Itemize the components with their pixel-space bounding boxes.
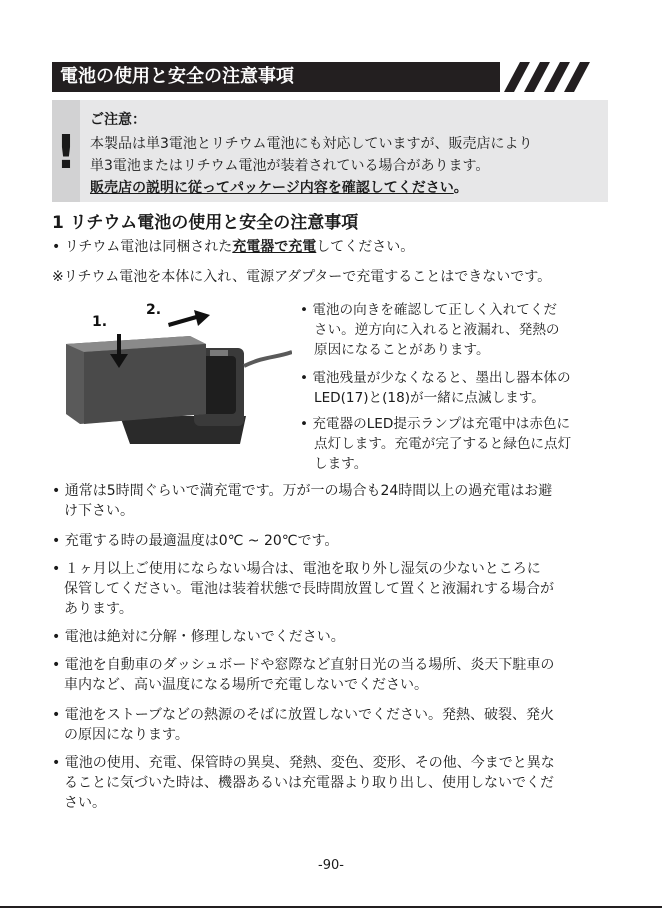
notice-line-2: 単3電池またはリチウム電池が装着されている場合があります。 [90, 158, 490, 174]
notice-underlined-text: 販売店の説明に従ってパッケージ内容を確認してください [90, 180, 454, 196]
charger-illustration [60, 296, 292, 464]
notice-line-3-end: 。 [453, 180, 468, 196]
bullet-4-line-1: • 電池は絶対に分解・修理しないでください。 [52, 629, 345, 645]
bullet-7-line-2: ることに気づいた時は、機器あるいは充電器より取り出し、使用しないでくだ [64, 775, 554, 791]
right-bullet-3-line-1: • 充電器のLED提示ランプは充電中は赤色に [300, 416, 571, 432]
intro-suffix: してください。 [316, 239, 415, 255]
notice-line-3 [90, 177, 468, 197]
bottom-rule [0, 906, 662, 908]
exclamation-icon: ! [55, 125, 77, 179]
section-heading: 1 リチウム電池の使用と安全の注意事項 [52, 213, 359, 233]
right-bullet-1-line-1: • 電池の向きを確認して正しく入れてくだ [300, 302, 558, 318]
bullet-3-line-3: あります。 [64, 601, 133, 617]
bullet-3-line-1: • １ヶ月以上ご使用にならない場合は、電池を取り外し湿気の少ないところに [52, 561, 541, 577]
header-stripes-decoration [490, 62, 590, 92]
bullet-6-line-1: • 電池をストーブなどの熱源のそばに放置しないでください。発熱、破裂、発火 [52, 707, 555, 723]
step-1-label: 1. [92, 314, 108, 330]
note-line: ※リチウム電池を本体に入れ、電源アダプターで充電することはできないです。 [52, 269, 552, 285]
intro-bold: 充電器で充電 [232, 239, 317, 255]
right-bullet-2-line-2: LED(17)と(18)が一緒に点滅します。 [314, 390, 545, 406]
bullet-6-line-2: の原因になります。 [64, 727, 189, 743]
right-bullet-1-line-2: さい。逆方向に入れると液漏れ、発熱の [314, 322, 560, 338]
right-bullet-1-line-3: 原因になることがあります。 [314, 342, 490, 358]
bullet-1-line-1: • 通常は5時間ぐらいで満充電です。万が一の場合も24時間以上の過充電はお避 [52, 483, 553, 499]
bullet-5-line-2: 車内など、高い温度になる場所で充電しないでください。 [64, 677, 428, 693]
step-2-label: 2. [146, 302, 162, 318]
right-bullet-3-line-3: します。 [314, 456, 368, 472]
right-bullet-3-line-2: 点灯します。充電が完了すると緑色に点灯 [314, 436, 572, 452]
page-number: -90- [318, 858, 344, 873]
notice-line-1: 本製品は単3電池とリチウム電池にも対応していますが、販売店により [90, 136, 533, 152]
intro-prefix: • リチウム電池は同梱された [52, 239, 233, 255]
bullet-7-line-1: • 電池の使用、充電、保管時の異臭、発熱、変色、変形、その他、今までと異な [52, 755, 555, 771]
right-bullet-2-line-1: • 電池残量が少なくなると、墨出し器本体の [300, 370, 571, 386]
bullet-5-line-1: • 電池を自動車のダッシュボードや窓際など直射日光の当る場所、炎天下駐車の [52, 657, 555, 673]
bullet-2-line-1: • 充電する時の最適温度は0℃ ~ 20℃です。 [52, 533, 339, 549]
intro-bullet [52, 236, 414, 256]
notice-title: ご注意： [90, 112, 146, 128]
bullet-1-line-2: け下さい。 [64, 503, 134, 519]
page-title: 電池の使用と安全の注意事項 [60, 66, 294, 87]
bullet-7-line-3: さい。 [64, 795, 106, 811]
bullet-3-line-2: 保管してください。電池は装着状態で長時間放置して置くと液漏れする場合が [64, 581, 554, 597]
